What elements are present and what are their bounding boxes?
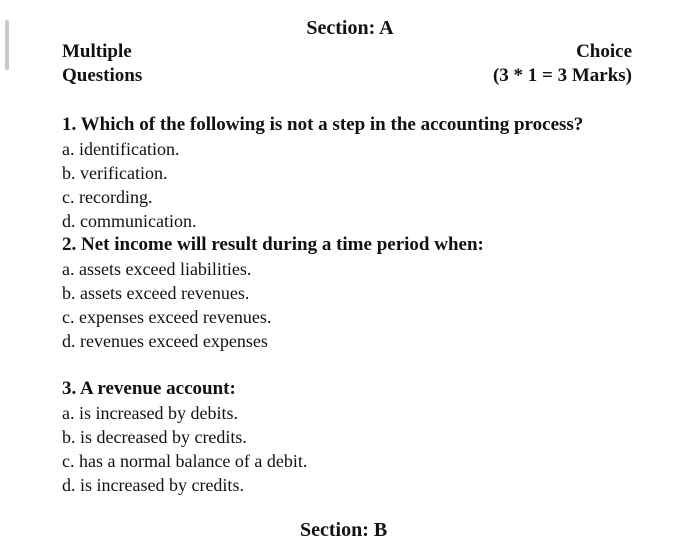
- header-right: [493, 40, 632, 88]
- option-d: d. communication.: [62, 211, 197, 231]
- option-a: a. assets exceed liabilities.: [62, 259, 252, 279]
- option-c: c. recording.: [62, 187, 153, 207]
- option-c: c. expenses exceed revenues.: [62, 307, 272, 327]
- header-right-line2: (3 * 1 = 3 Marks): [492, 65, 632, 86]
- question-3: [62, 377, 682, 497]
- option-a: a. identification.: [62, 139, 180, 159]
- header-left-line2: Questions: [62, 65, 143, 86]
- question-1: [62, 113, 682, 233]
- header-left: [62, 40, 142, 88]
- question-2: [62, 233, 682, 353]
- section-title: Section: A: [306, 17, 394, 39]
- option-b: b. assets exceed revenues.: [62, 283, 250, 303]
- question-title: 2. Net income will result during a time period when:: [62, 234, 484, 255]
- header-left-line1: Multiple: [62, 41, 132, 62]
- next-section-title: Section: B: [300, 519, 388, 541]
- option-a: a. is increased by debits.: [62, 403, 238, 423]
- option-b: b. verification.: [62, 163, 168, 183]
- option-d: d. is increased by credits.: [62, 475, 244, 495]
- option-c: c. has a normal balance of a debit.: [62, 451, 308, 471]
- question-list: [62, 113, 682, 497]
- question-title: 3. A revenue account:: [62, 378, 236, 399]
- header-right-line1: Choice: [576, 41, 632, 62]
- option-d: d. revenues exceed expenses: [62, 331, 268, 351]
- question-title: 1. Which of the following is not a step in the accounting process?: [62, 114, 584, 135]
- option-b: b. is decreased by credits.: [62, 427, 247, 447]
